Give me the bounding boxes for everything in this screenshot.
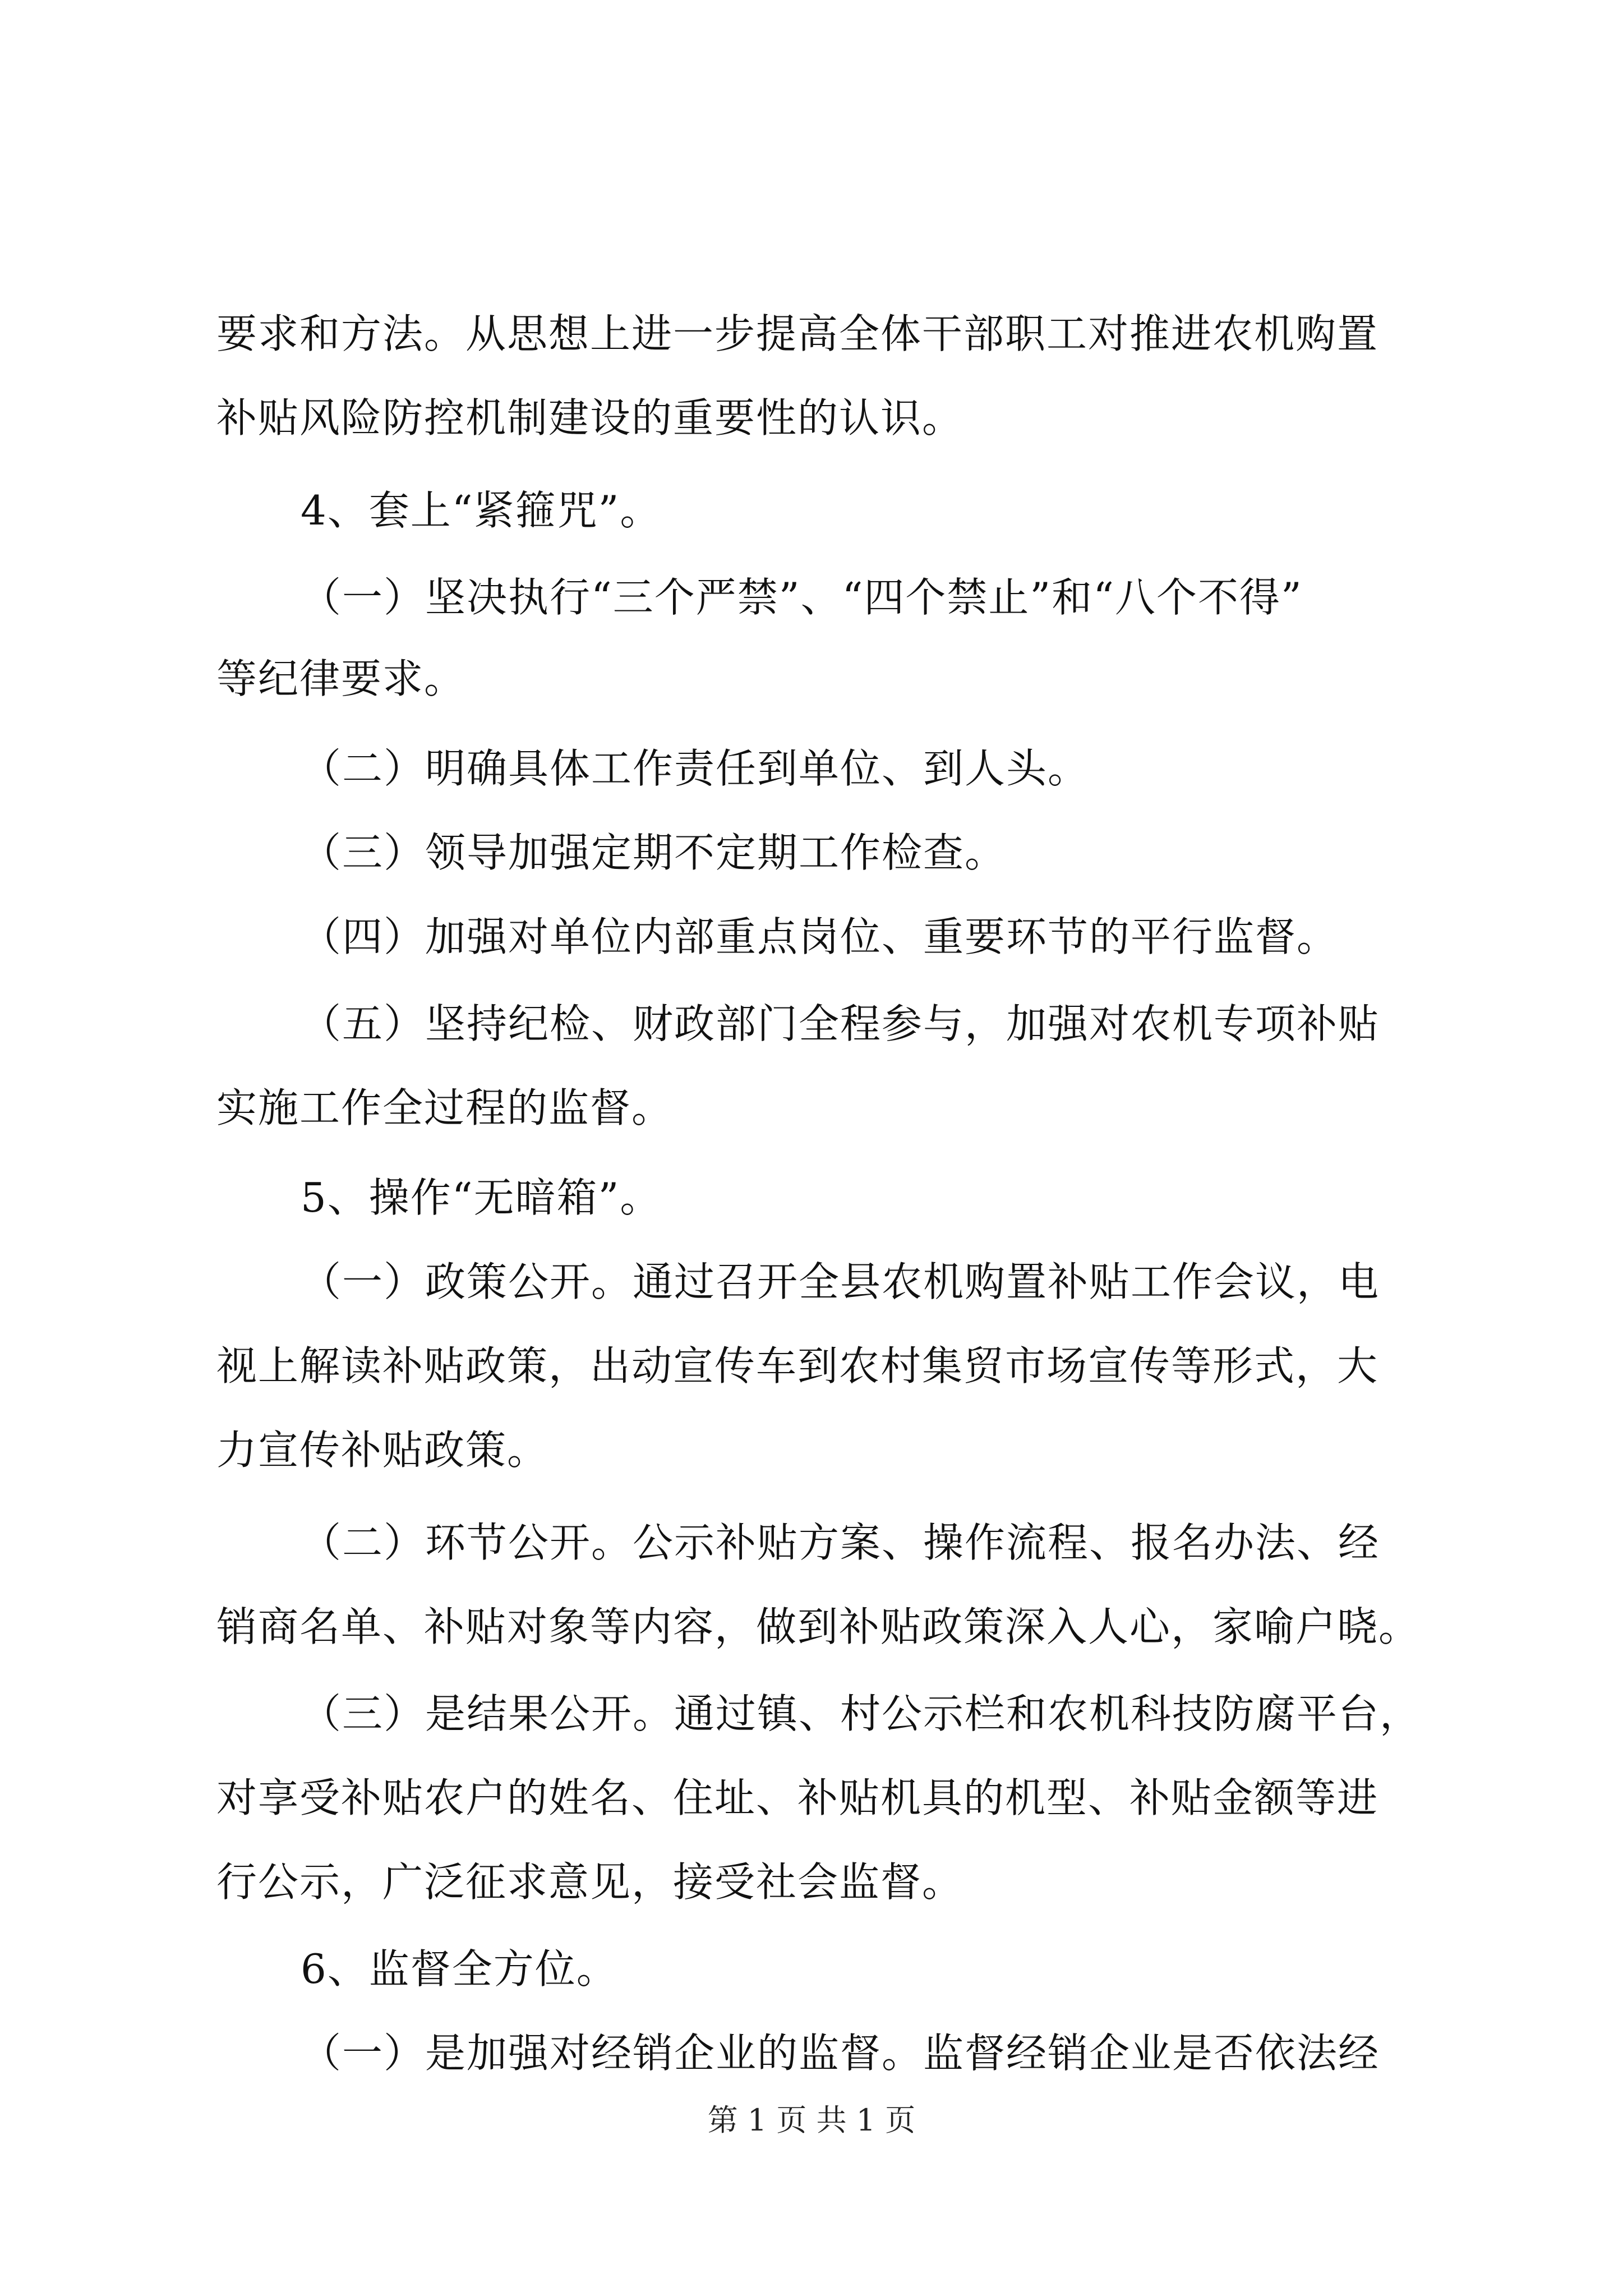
- body-text-line: 力宣传补贴政策。: [216, 1427, 549, 1474]
- body-text-line: 行公示，广泛征求意见，接受社会监督。: [216, 1858, 964, 1906]
- body-text-line: 销商名单、补贴对象等内容，做到补贴政策深入人心，家喻户晓。: [216, 1603, 1421, 1650]
- body-text-line: （四）加强对单位内部重点岗位、重要环节的平行监督。: [301, 913, 1339, 960]
- body-text-line: 视上解读补贴政策，出动宣传车到农村集贸市场宣传等形式，大: [216, 1342, 1379, 1389]
- body-text-line: 要求和方法。从思想上进一步提高全体干部职工对推进农机购置: [216, 310, 1379, 357]
- section-heading: 4、套上“紧箍咒”。: [301, 487, 662, 534]
- body-text-line: （三）领导加强定期不定期工作检查。: [301, 829, 1007, 876]
- body-text-line: （二）环节公开。公示补贴方案、操作流程、报名办法、经: [301, 1519, 1380, 1566]
- section-heading: 5、操作“无暗箱”。: [301, 1174, 662, 1221]
- body-text-line: （二）明确具体工作责任到单位、到人头。: [301, 745, 1090, 792]
- page-footer: 第 1 页 共 1 页: [707, 2102, 916, 2138]
- body-text-line: 补贴风险防控机制建设的重要性的认识。: [216, 394, 964, 441]
- body-text-line: （一）政策公开。通过召开全县农机购置补贴工作会议，电: [301, 1258, 1380, 1305]
- body-text-line: （一）坚决执行“三个严禁”、“四个禁止”和“八个不得”: [301, 574, 1303, 621]
- body-text-line: 实施工作全过程的监督。: [216, 1084, 674, 1131]
- body-text-line: 对享受补贴农户的姓名、住址、补贴机具的机型、补贴金额等进: [216, 1774, 1379, 1821]
- body-text-line: （一）是加强对经销企业的监督。监督经销企业是否依法经: [301, 2030, 1380, 2077]
- body-text-line: （五）坚持纪检、财政部门全程参与，加强对农机专项补贴: [301, 1000, 1380, 1047]
- section-heading: 6、监督全方位。: [301, 1945, 618, 1993]
- body-text-line: （三）是结果公开。通过镇、村公示栏和农机科技防腐平台，: [301, 1690, 1422, 1737]
- body-text-line: 等纪律要求。: [216, 655, 466, 702]
